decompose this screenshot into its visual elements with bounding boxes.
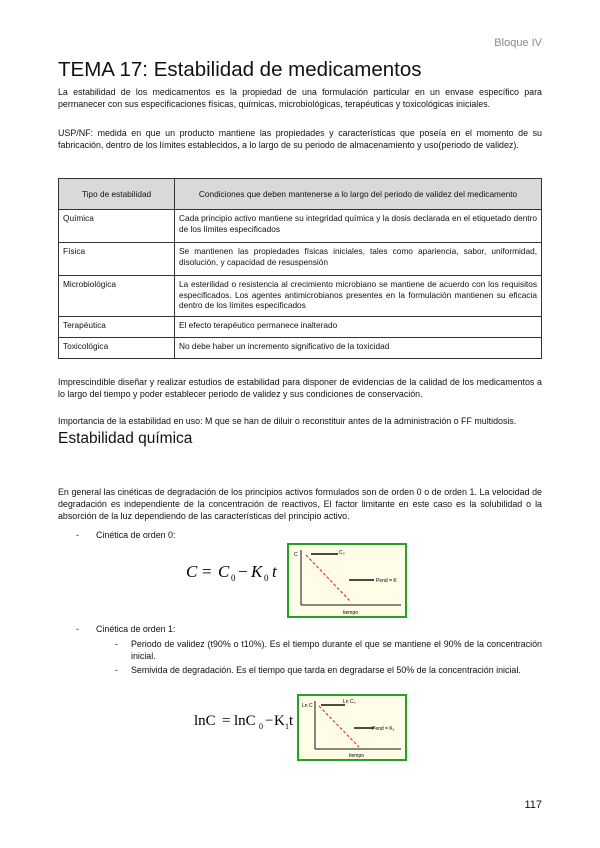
stability-table (58, 178, 542, 359)
svg-text:−: − (265, 713, 274, 729)
svg-text:=: = (202, 562, 212, 581)
table-cell-condicion: Se mantienen las propiedades físicas iniciales, tales como apariencia, sabor, uniformidad, disolución, y capacidad de resuspensión (175, 243, 542, 276)
graph-order1 (299, 696, 405, 759)
svg-text:=: = (222, 713, 231, 729)
bullet-dash: - (115, 665, 118, 675)
page-header: Bloque IV (494, 37, 542, 49)
svg-text:1: 1 (285, 722, 289, 731)
bullet-order0: Cinética de orden 0: (96, 530, 176, 540)
page-number: 117 (524, 799, 542, 811)
table-header-row (59, 179, 542, 210)
after-table-paragraph-1: Imprescindible diseñar y realizar estudios de estabilidad para disponer de evidencias de la calidad de los medicamentos a lo largo del tiempo y poder establecer periodo de validez y sus condiciones de conservación. (58, 377, 542, 399)
svg-text:0: 0 (259, 722, 263, 731)
table-cell-tipo: Física (59, 243, 175, 276)
table-row (59, 317, 542, 338)
svg-text:0: 0 (264, 573, 269, 583)
bullet-dash: - (76, 530, 79, 540)
table-cell-condicion: No debe haber un incremento significativo de la toxicidad (175, 338, 542, 359)
table-row (59, 338, 542, 359)
after-table-paragraph-2: Importancia de la estabilidad en uso: M que se han de diluir o reconstituir antes de la administración o FF multidosis. (58, 416, 517, 426)
graph0-x-label: tiempo (343, 610, 359, 616)
table-cell-condicion: Cada principio activo mantiene su integridad química y la dosis declarada en el etiquetado dentro de los límites especificados (175, 210, 542, 243)
section-paragraph: En general las cinéticas de degradación de los principios activos formulados son de orden 0 o de orden 1. La velocidad de degradación es independiente de la concentración de reactivos, El factor limitante en este caso es la solubilidad o la absorción de la luz dependiendo de las características del principio activo. (58, 487, 542, 521)
svg-text:C: C (186, 562, 198, 581)
graph0-degradation-line (306, 555, 351, 602)
intro-paragraph-2: USP/NF: medida en que un producto mantiene las propiedades y características que poseía en el momento de su fabricación, dentro de los límites establecidos, a lo largo de su periodo de almacenamiento y uso(periodo de validez). (58, 128, 542, 150)
svg-text:0: 0 (231, 573, 236, 583)
svg-text:t: t (272, 562, 277, 581)
graph1-degradation-line (319, 706, 359, 747)
graph1-c0-label: Ln C₀ (343, 699, 356, 705)
table-header-tipo: Tipo de estabilidad (59, 179, 175, 210)
svg-text:t: t (289, 713, 294, 729)
svg-text:lnC: lnC (234, 713, 256, 729)
graph-order1-box (297, 694, 407, 761)
graph-order0 (289, 545, 405, 616)
svg-text:K: K (251, 562, 263, 581)
bullet-validez: Periodo de validez (t90% o t10%). Es el tiempo durante el que se mantiene el 90% de la concentración inicial. (131, 639, 542, 661)
table-row (59, 210, 542, 243)
svg-text:K: K (274, 713, 285, 729)
graph0-c0-label: C₀ (339, 550, 345, 556)
table-cell-condicion: El efecto terapéutico permanece inalterado (175, 317, 542, 338)
graph1-slope-label: Pend = K₁ (372, 726, 395, 732)
graph-order0-box (287, 543, 407, 618)
table-cell-tipo: Química (59, 210, 175, 243)
svg-text:−: − (238, 562, 248, 581)
graph0-y-label: C (294, 552, 298, 558)
table-header-condiciones: Condiciones que deben mantenerse a lo largo del periodo de validez del medicamento (175, 179, 542, 210)
bullet-semivida: Semivida de degradación. Es el tiempo que tarda en degradarse el 50% de la concentración inicial. (131, 665, 521, 675)
graph1-x-label: tiempo (349, 753, 365, 759)
table-row (59, 276, 542, 317)
bullet-dash: - (76, 624, 79, 634)
intro-paragraph-1: La estabilidad de los medicamentos es la propiedad de una formulación particular en un envase específico para permanecer con sus especificaciones físicas, químicas, microbiológicas, terapéuticas y toxicológicas iniciales. (58, 87, 542, 109)
table-row (59, 243, 542, 276)
equation-order1 (190, 703, 295, 737)
bullet-order1: Cinética de orden 1: (96, 624, 176, 634)
graph0-slope-label: Pend = K (376, 578, 397, 584)
table-cell-condicion: La esterilidad o resistencia al crecimiento microbiano se mantiene de acuerdo con los requisitos especificados. Los agentes antimicrobianos presentes en la formulación mantienen su eficacia dentro de los límites especificados (175, 276, 542, 317)
table-cell-tipo: Terapéutica (59, 317, 175, 338)
page-title: TEMA 17: Estabilidad de medicamentos (58, 58, 422, 81)
section-title: Estabilidad química (58, 430, 193, 447)
table-cell-tipo: Toxicológica (59, 338, 175, 359)
equation-order0 (180, 552, 280, 592)
svg-text:C: C (218, 562, 230, 581)
graph1-y-label: Ln C (302, 703, 313, 709)
bullet-dash: - (115, 639, 118, 649)
svg-text:lnC: lnC (194, 713, 216, 729)
table-cell-tipo: Microbiológica (59, 276, 175, 317)
